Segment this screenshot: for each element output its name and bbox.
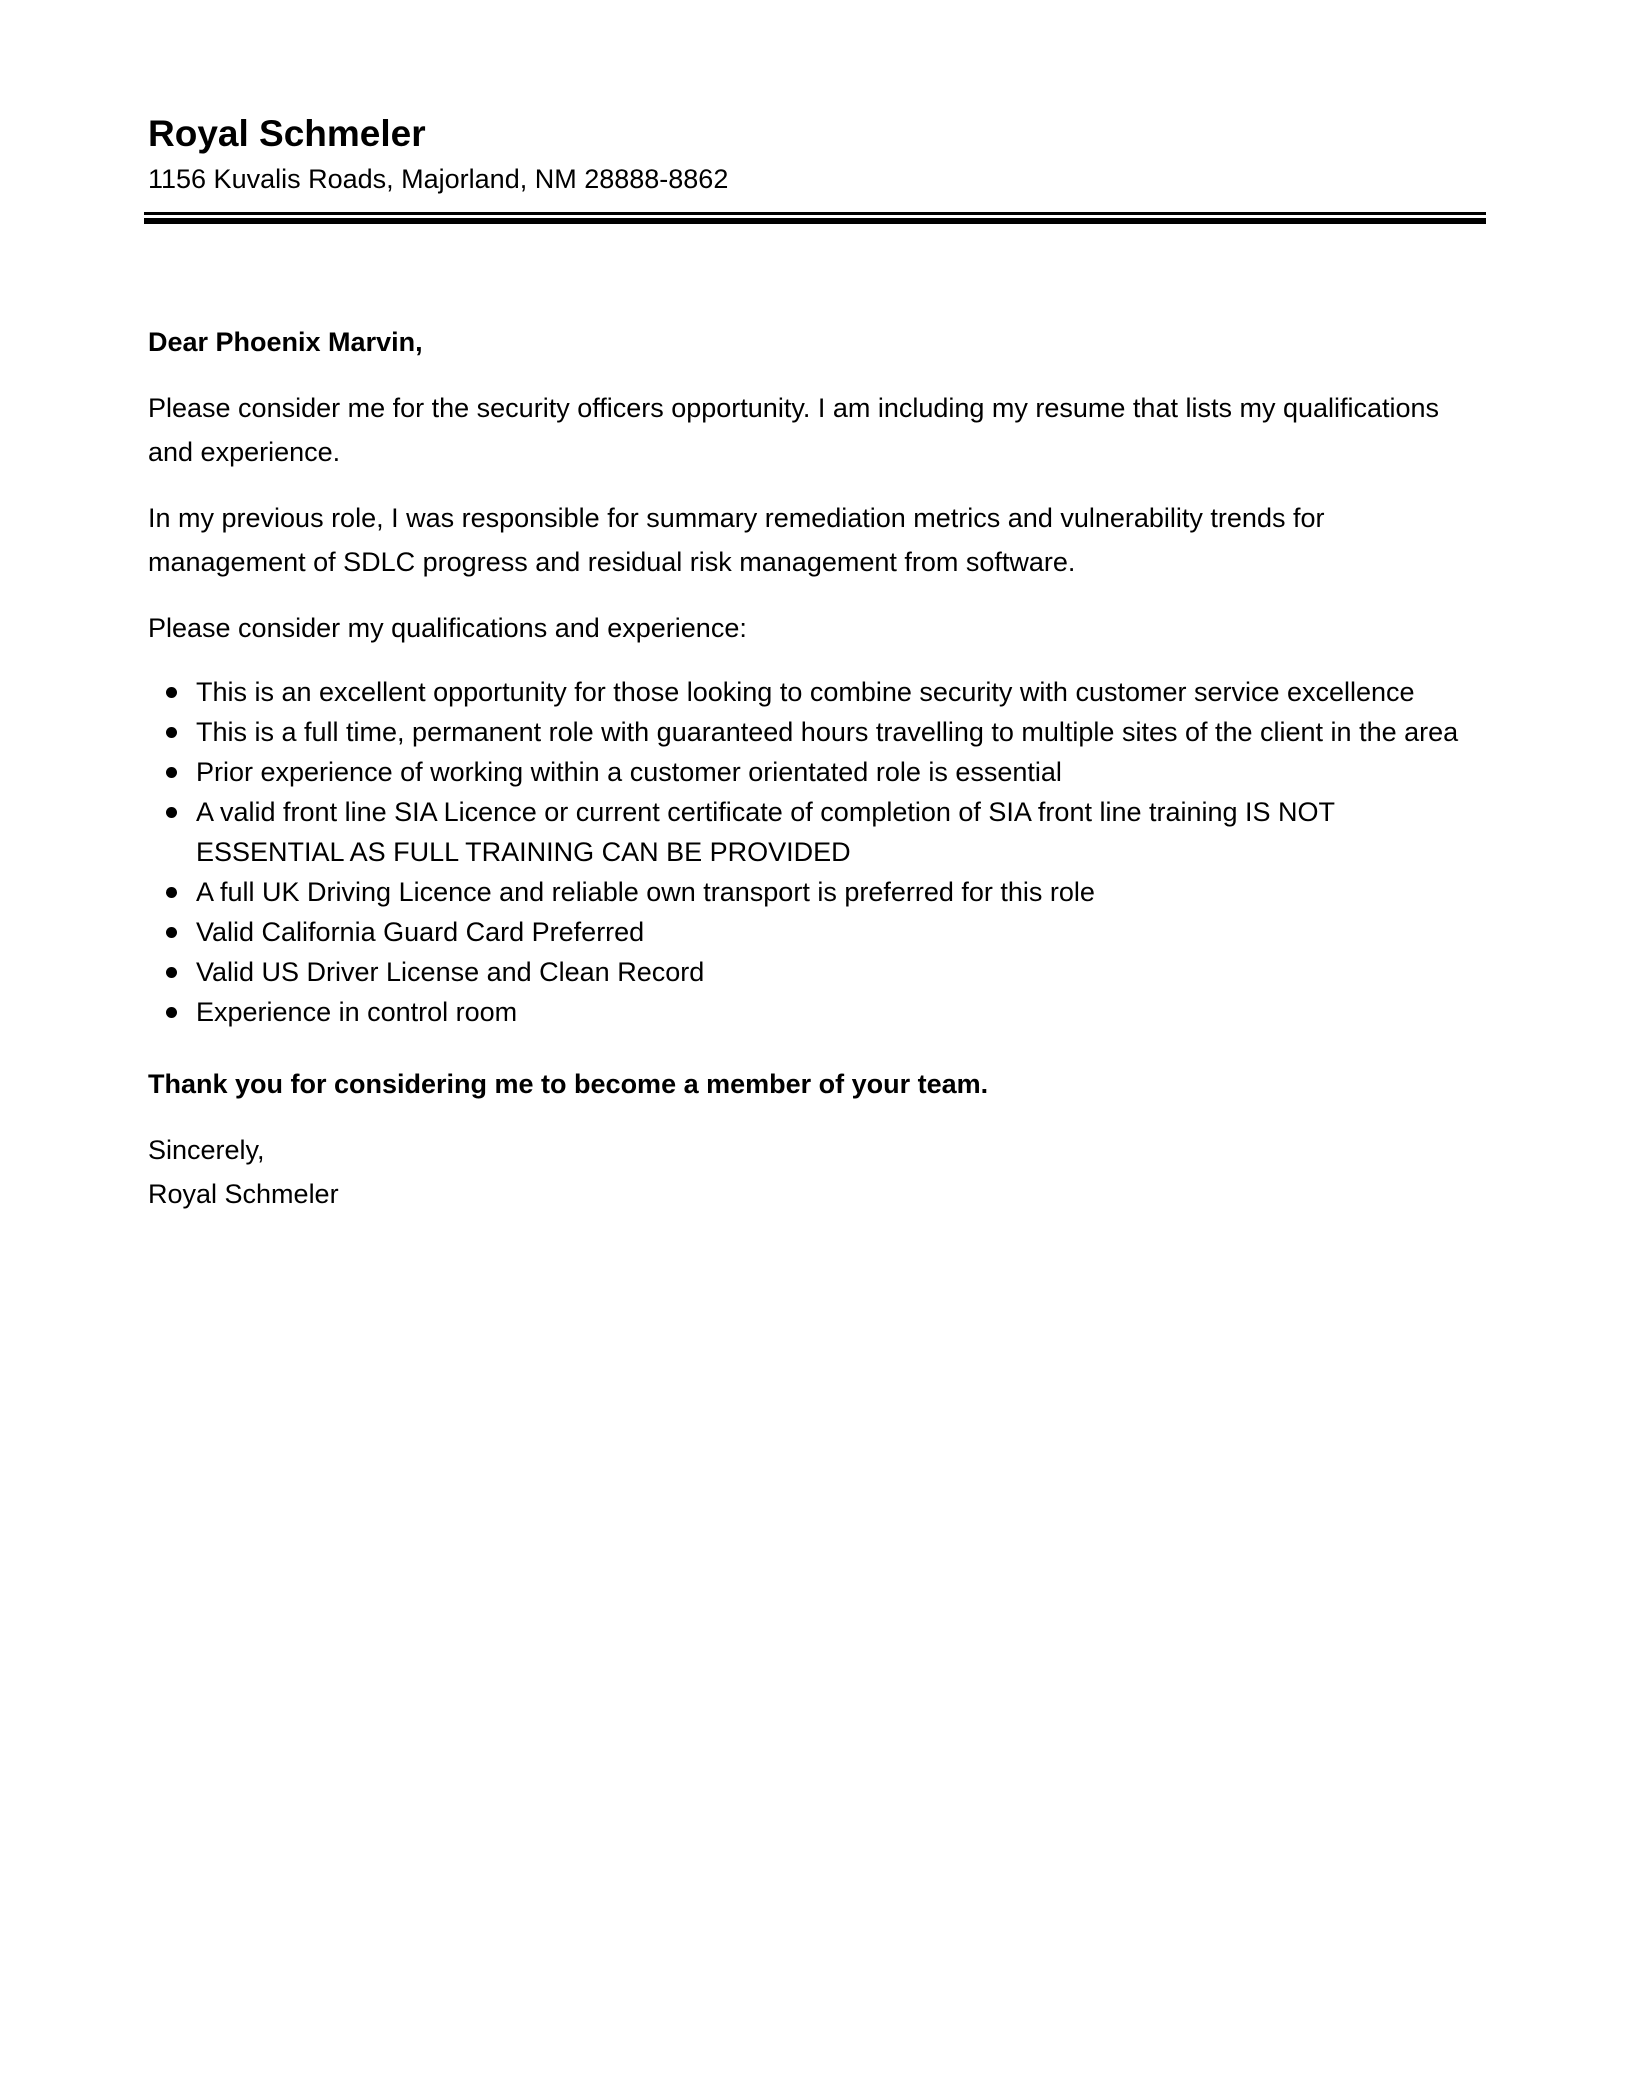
list-item <box>196 912 1488 952</box>
bullet-icon <box>166 967 177 978</box>
signature: Royal Schmeler <box>148 1179 339 1209</box>
list-item <box>196 992 1488 1032</box>
list-item-text: Valid California Guard Card Preferred <box>196 917 645 947</box>
header-divider <box>144 212 1486 224</box>
qualifications-list <box>148 672 1488 1032</box>
list-item-text: Valid US Driver License and Clean Record <box>196 957 705 987</box>
list-item-text: This is a full time, permanent role with guaranteed hours travelling to multiple sites of the client in the area <box>196 717 1459 747</box>
paragraph-qualifications-intro: Please consider my qualifications and experience: <box>148 613 747 643</box>
closing: Sincerely, <box>148 1135 265 1165</box>
list-item <box>196 872 1488 912</box>
list-item <box>196 952 1488 992</box>
bullet-icon <box>166 767 177 778</box>
list-item-text: A full UK Driving Licence and reliable own transport is preferred for this role <box>196 877 1095 907</box>
letter-header <box>148 108 1488 198</box>
bullet-icon <box>166 887 177 898</box>
bullet-icon <box>166 687 177 698</box>
list-item <box>196 712 1488 752</box>
thank-you-line: Thank you for considering me to become a member of your team. <box>148 1069 989 1099</box>
paragraph-previous-role: In my previous role, I was responsible for summary remediation metrics and vulnerability trends for management of SDLC progress and residual risk management from software. <box>148 503 1325 577</box>
sender-address: 1156 Kuvalis Roads, Majorland, NM 28888-8862 <box>148 164 729 194</box>
list-item <box>196 752 1488 792</box>
bullet-icon <box>166 727 177 738</box>
bullet-icon <box>166 1007 177 1018</box>
list-item-text: A valid front line SIA Licence or current certificate of completion of SIA front line training IS NOT ESSENTIAL AS FULL TRAINING CAN BE PROVIDED <box>196 797 1335 867</box>
letter-body <box>148 320 1488 1216</box>
divider-thick-line <box>144 218 1486 224</box>
bullet-icon <box>166 807 177 818</box>
list-item <box>196 672 1488 712</box>
paragraph-intro: Please consider me for the security officers opportunity. I am including my resume that lists my qualifications and experience. <box>148 393 1440 467</box>
bullet-icon <box>166 927 177 938</box>
sender-name: Royal Schmeler <box>148 113 426 154</box>
list-item <box>196 792 1488 872</box>
list-item-text: This is an excellent opportunity for those looking to combine security with customer service excellence <box>196 677 1415 707</box>
list-item-text: Prior experience of working within a customer orientated role is essential <box>196 757 1062 787</box>
list-item-text: Experience in control room <box>196 997 518 1027</box>
salutation: Dear Phoenix Marvin, <box>148 327 423 357</box>
divider-thin-line <box>144 212 1486 215</box>
